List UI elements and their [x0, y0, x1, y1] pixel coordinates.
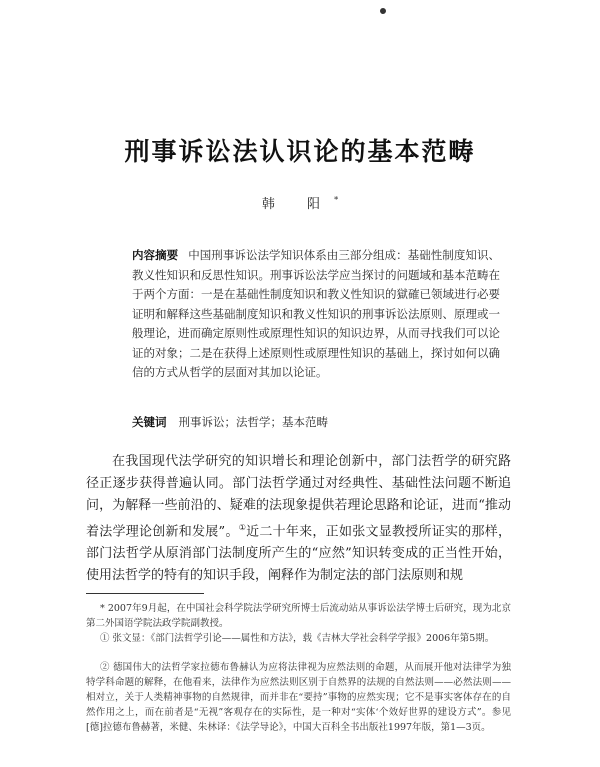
scan-mark: [380, 8, 386, 14]
footnote-divider: [86, 593, 204, 594]
article-title: 刑事诉讼法认识论的基本范畴: [124, 137, 476, 166]
keywords-label: 关键词: [132, 415, 167, 429]
footnote-author: * 2007年9月起，在中国社会科学院法学研究所博士后流动站从事诉讼法学博士后研究，现为北京第二外国语学院法政学院副教授。: [86, 603, 511, 629]
author-line: [0, 193, 600, 212]
keywords-text: 刑事诉讼；法哲学；基本范畴: [178, 415, 328, 429]
keywords: [132, 414, 500, 430]
body-text-part-1: 在我国现代法学研究的知识增长和理论创新中，部门法哲学的研究路径正逐步获得普遍认同。部门法哲学通过对经典性、基础性法问题不断追问，为解释一些前沿的、疑难的法现象提供若理论思路和论证，进而“推动着法学理论创新和发展”。: [86, 454, 511, 540]
body-footnote-mark: ①: [238, 523, 247, 532]
body-paragraph: [86, 451, 511, 587]
body-text-part-2: 近二十年来，正如张文显教授所证实的那样，部门法哲学从原消部门法制度所产生的“应然”知识转变成的正当性开始，使用法哲学的特有的知识手段，阐释作为制定法的部门法原则和规: [86, 524, 511, 584]
abstract: [132, 246, 500, 383]
author-footnote-mark: *: [334, 195, 339, 205]
footnote-2: ② 德国伟大的法哲学家拉德布鲁赫认为应将法律视为应然法则的命题，从而展开他对法律学为独特学科命题的解释，在他看来，法律作为应然法则区别于自然界的法规的自然法则——必然法则——相对立，关于人类精神事物的自然规律，而并非在“要持”事物的应然实现；它不是事实客体存在的自然作用之上，而在前者是“无视”客观存在的实际性，是一种对“实体‘个效好世界的建设方式”。参见[德]拉德布鲁赫著，米健、朱林译：《法学导论》，中国大百科全书出版社1997年版，第1—3页。: [86, 662, 511, 733]
footnote-1: ① 张文显：《部门法哲学引论——属性和方法》，载《吉林大学社会科学学报》2006年第5期。: [100, 633, 495, 644]
abstract-label: 内容摘要: [132, 248, 179, 262]
author-name: 韩 阳: [261, 197, 335, 212]
abstract-text: 中国刑事诉讼法学知识体系由三部分组成：基础性制度知识、教义性知识和反思性知识。刑事诉讼法学应当探讨的问题域和基本范畴在于两个方面：一是在基础性制度知识和教义性知识的獄確已领域进行必要证明和解释这些基础制度知识和教义性知识的刑事诉讼法原则、原理或一般理论，进而确定原则性或原理性知识的知识边界，从而寻找我们可以论证的对象；二是在获得上述原则性或原理性知识的基础上，探讨如何以确信的方式从哲学的层面对其加以论证。: [132, 248, 500, 379]
